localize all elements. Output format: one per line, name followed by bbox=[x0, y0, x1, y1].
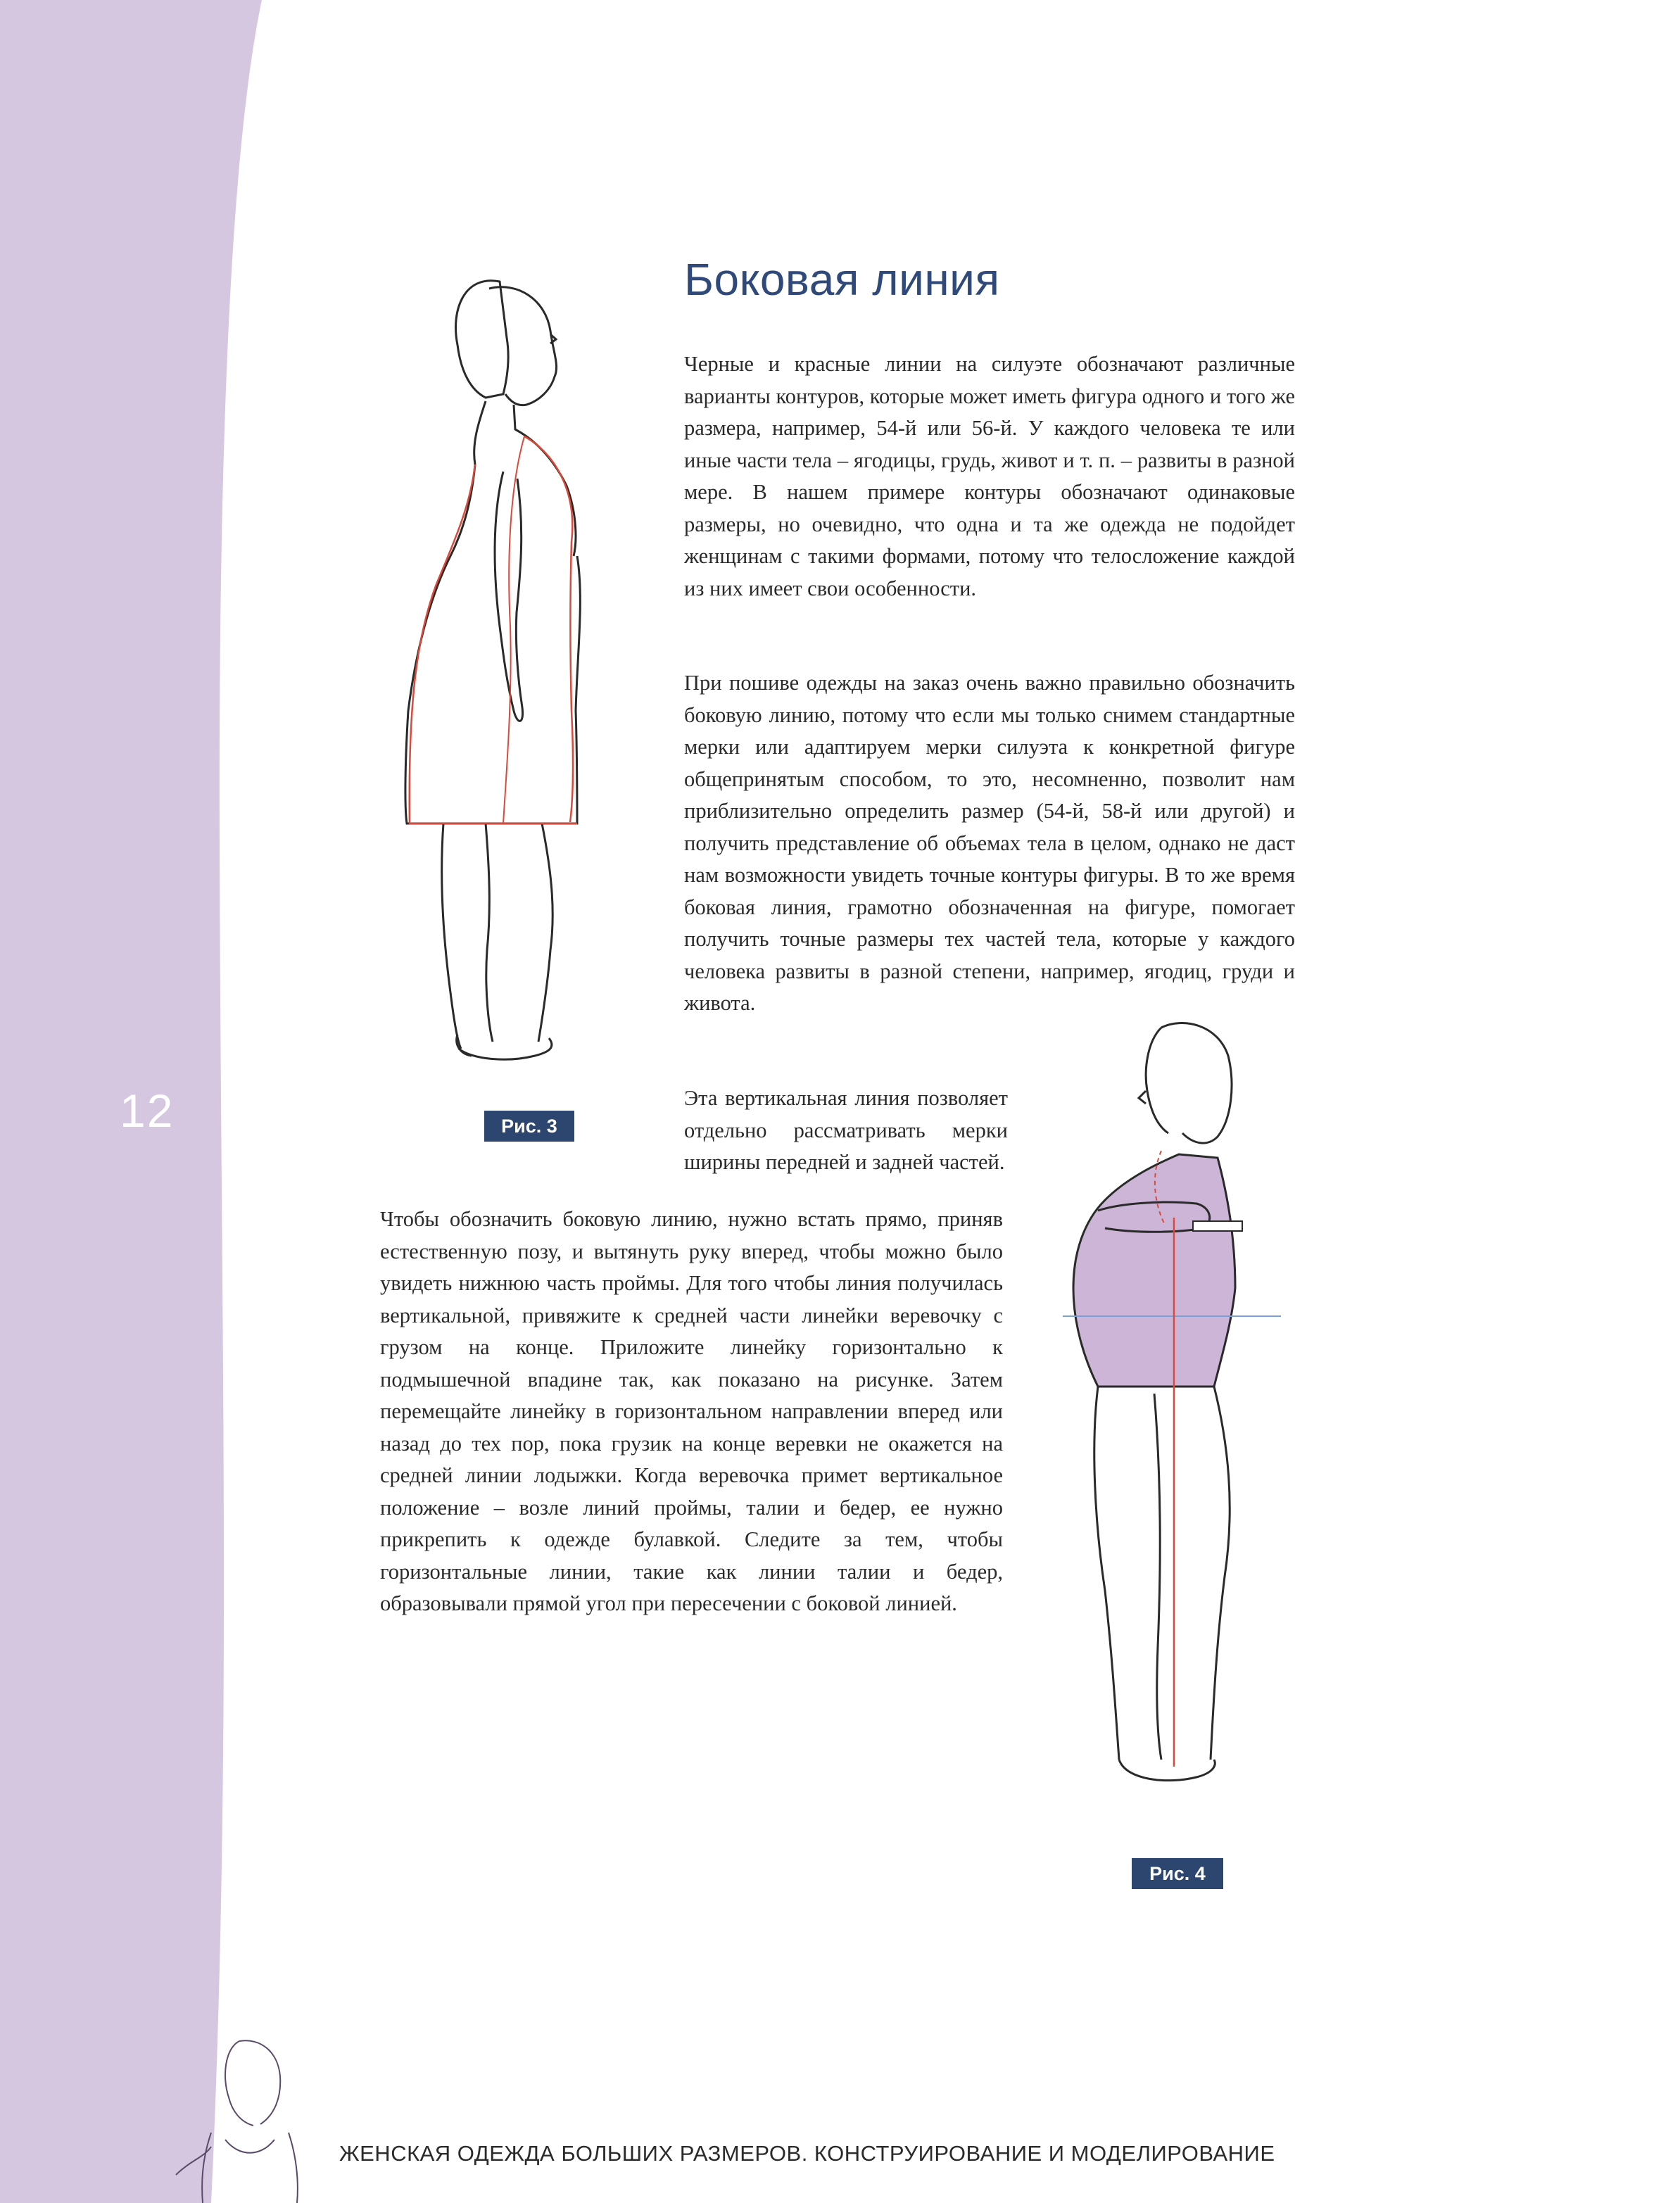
figure-4-plumb-line-silhouette bbox=[1056, 985, 1288, 1830]
paragraph-contours: Черные и красные линии на силуэте обозначают различные варианты контуров, которые может иметь фигура одного и того же размера, например, 54-й или 56-й. У каждого человека те или иные части тела – ягодицы, грудь, живот и т. п. – развиты в разной мере. В нашем примере контуры обозначают одинаковые размеры, но очевидно, что одна и та же одежда не подойдет женщинам с такими формами, потому что телосложение каждой из них имеет свои особенности. bbox=[684, 352, 1295, 600]
figure-3-label: Рис. 3 bbox=[484, 1111, 574, 1142]
footer-silhouette-illustration bbox=[162, 2034, 338, 2203]
paragraph-how-to-mark: Чтобы обозначить боковую линию, нужно встать прямо, приняв естественную позу, и вытянуть руку вперед, чтобы можно было увидеть нижнюю часть проймы. Для того чтобы линия получилась вертикальной, привяжите к средней части линейки веревочку с грузом на конце. Приложите линейку горизонтально к подмышечной впадине так, как показано на рисунке. Затем перемещайте линейку в горизонтальном направлении вперед или назад до тех пор, пока грузик на конце веревки не окажется на средней линии лодыжки. Когда веревочка примет вертикальное положение – возле линий проймы, талии и бедер, ее нужно прикрепить к одежде булавкой. Следите за тем, чтобы горизонтальные линии, такие как линии талии и бедер, образовывали прямой угол при пересечении с боковой линией. bbox=[380, 1207, 1003, 1615]
paragraph-side-line-importance: При пошиве одежды на заказ очень важно правильно обозначить боковую линию, потому что если мы только снимем стандартные мерки или адаптируем мерки силуэта к конкретной фигуре общепринятым способом, то это, несомненно, позволит нам приблизительно определить размер (54-й, 58-й или другой) и получить представление об объемах тела в целом, однако не даст нам возможности увидеть точные контуры фигуры. В то же время боковая линия, грамотно обозначенная на фигуре, помогает получить точные размеры тех частей тела, которые у каждого человека развиты в разной степени, например, ягодиц, груди и живота. bbox=[684, 671, 1295, 1015]
page-title: Боковая линия bbox=[684, 254, 1000, 305]
figure-4-label: Рис. 4 bbox=[1132, 1858, 1223, 1889]
footer-book-title: ЖЕНСКАЯ ОДЕЖДА БОЛЬШИХ РАЗМЕРОВ. КОНСТРУИРОВАНИЕ И МОДЕЛИРОВАНИЕ bbox=[339, 2141, 1275, 2166]
figure-3-side-silhouette bbox=[366, 260, 662, 1077]
page-number: 12 bbox=[120, 1085, 175, 1137]
paragraph-vertical-line: Эта вертикальная линия позволяет отдельно рассматривать мерки ширины передней и задней частей. bbox=[684, 1086, 1008, 1174]
